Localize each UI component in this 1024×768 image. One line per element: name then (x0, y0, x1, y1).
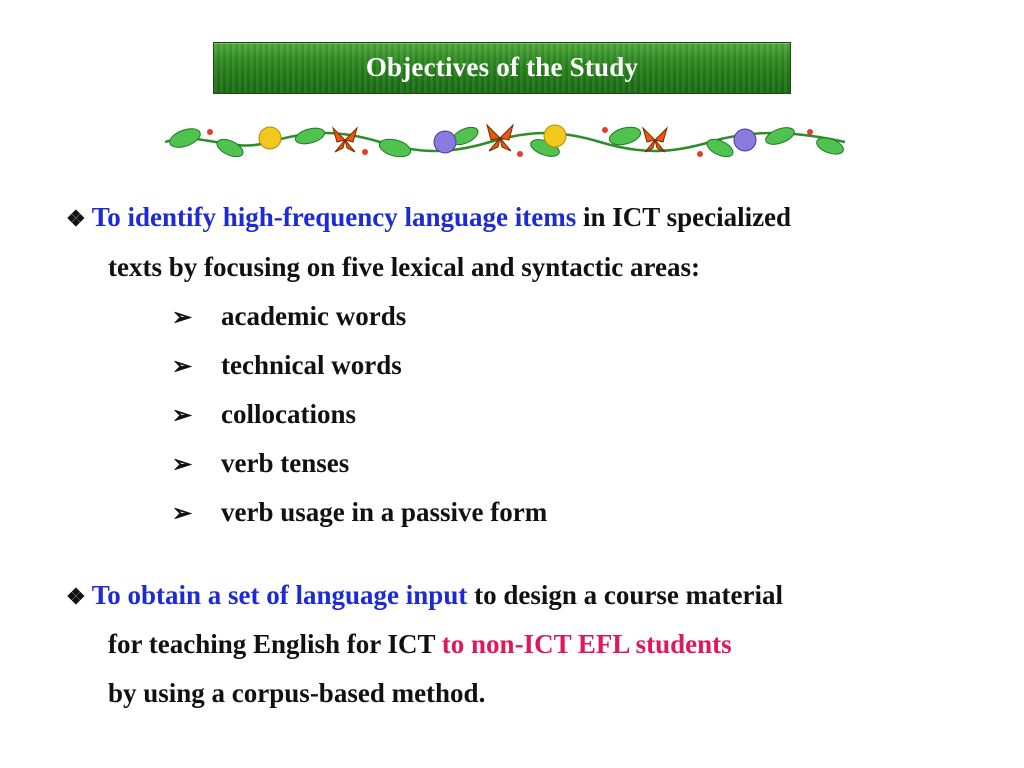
diamond-bullet-icon: ❖ (66, 584, 86, 609)
sub-item: technical words (221, 350, 402, 380)
objective-1-text: in ICT specialized (576, 202, 792, 232)
page-title: Objectives of the Study (365, 51, 639, 82)
arrow-bullet-icon: ➢ (172, 354, 193, 380)
objective-2-line-1 (66, 580, 783, 611)
objective-2-text-2: for teaching English for ICT (108, 629, 442, 659)
arrow-bullet-icon: ➢ (172, 305, 193, 331)
objective-2-text: to design a course material (467, 580, 784, 610)
title-banner (213, 42, 791, 94)
arrow-bullet-icon: ➢ (172, 501, 193, 527)
diamond-bullet-icon: ❖ (66, 206, 86, 231)
objective-1-continuation: texts by focusing on five lexical and syntactic areas: (108, 252, 700, 282)
objective-2-highlight: To obtain a set of language input (91, 580, 468, 610)
sub-item: academic words (221, 301, 407, 331)
sub-item: verb usage in a passive form (221, 497, 548, 527)
objective-2-line-2 (108, 629, 732, 660)
objective-1-line-2 (108, 252, 700, 283)
objective-1-line-1 (66, 202, 791, 233)
sub-item: collocations (221, 399, 356, 429)
objective-2-text-3: by using a corpus-based method. (108, 678, 486, 708)
objective-1-highlight: To identify high-frequency language items (91, 202, 577, 232)
objective-2-pink-highlight: to non-ICT EFL students (441, 629, 732, 659)
flower-garland-decoration (160, 112, 850, 168)
sub-item: verb tenses (221, 448, 350, 478)
objective-2-line-3 (108, 678, 485, 709)
arrow-bullet-icon: ➢ (172, 403, 193, 429)
arrow-bullet-icon: ➢ (172, 452, 193, 478)
